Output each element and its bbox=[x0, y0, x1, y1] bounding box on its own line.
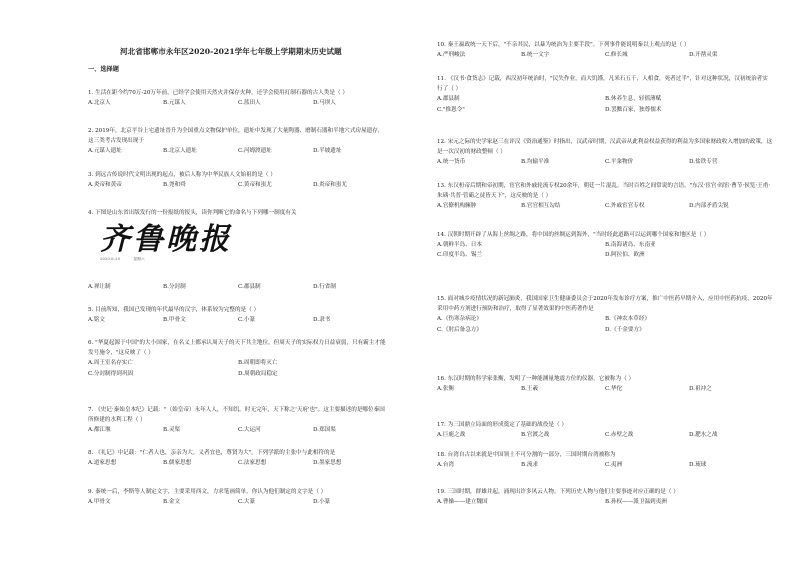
question-item bbox=[88, 405, 388, 436]
answer-option: C.赤壁之战 bbox=[605, 432, 634, 439]
question-stem: 1. 生活在距今约70万-20万年前，已经学会使用天然火并保存火种，还学会使用打制石器的古人类是（ ） bbox=[88, 90, 348, 96]
question-item bbox=[437, 181, 773, 212]
answer-option: A.元谋人遗址 bbox=[88, 148, 122, 155]
answer-options bbox=[437, 94, 773, 114]
newspaper-dateline bbox=[100, 257, 250, 262]
answer-options bbox=[88, 497, 388, 507]
question-item bbox=[437, 420, 773, 440]
answer-option: A.北京人 bbox=[88, 100, 111, 107]
answer-option: B.孙权——派卫温到夷洲 bbox=[605, 499, 667, 506]
answer-option: A.官僚机构臃肿 bbox=[437, 203, 477, 210]
answer-option: B.统一文字 bbox=[521, 52, 550, 59]
newspaper-date: 2020.6.20 bbox=[100, 257, 121, 261]
answer-option: D.淝水之战 bbox=[689, 432, 718, 439]
answer-option: C.外戚宦官专权 bbox=[605, 203, 645, 210]
question-item bbox=[437, 74, 773, 115]
answer-option: C.小篆 bbox=[238, 317, 256, 324]
question-item bbox=[88, 208, 388, 218]
answer-option: A.曹操——建立魏国 bbox=[437, 499, 488, 506]
answer-option: D.行省制 bbox=[313, 284, 336, 290]
answer-option: C.修长城 bbox=[605, 52, 628, 59]
answer-option: B.南海诸岛、东南亚 bbox=[605, 242, 656, 249]
answer-option: A.铭文 bbox=[88, 317, 106, 324]
answer-option: D.开凿灵渠 bbox=[689, 52, 718, 59]
answer-option: B.元谋人 bbox=[163, 100, 186, 107]
answer-options bbox=[437, 314, 773, 334]
answer-options bbox=[88, 458, 388, 468]
answer-option: A.周王室名存实亡 bbox=[88, 360, 133, 367]
question-item bbox=[437, 294, 773, 335]
question-item bbox=[437, 40, 773, 60]
question-item bbox=[437, 487, 773, 507]
answer-option: D.琉球 bbox=[689, 462, 707, 469]
answer-option: B.流求 bbox=[521, 462, 539, 469]
question-stem: 14. 汉朝时期开辟了从海上丝绸之路，将中国的丝绸运到海外，"当时经此道路可以运到哪个国家和地区是（ ） bbox=[437, 232, 710, 238]
question-stem: 3. 到远古传说时代文明出现的起点，被后人称为中华民族人文始祖的是（ ） bbox=[88, 172, 276, 178]
answer-option: D.罢黜百家，独尊儒术 bbox=[605, 106, 662, 113]
answer-option: A.严刑峻法 bbox=[437, 52, 466, 59]
answer-option: A.统一货币 bbox=[437, 159, 466, 166]
answer-option: B.儒家思想 bbox=[163, 460, 192, 467]
answer-options bbox=[437, 240, 773, 260]
answer-options bbox=[88, 358, 388, 378]
answer-options bbox=[437, 497, 773, 507]
question-item bbox=[88, 338, 388, 379]
question-stem: 18. 台湾自古以来就是中国领土不可分割的一部分，三国时期台湾被称为 bbox=[437, 452, 616, 458]
answer-option: D.炎帝和蚩尤 bbox=[313, 182, 348, 189]
question-item bbox=[437, 374, 773, 394]
newspaper-weekday: 星期六 bbox=[133, 257, 145, 261]
answer-option: B.王羲 bbox=[521, 386, 539, 393]
answer-options bbox=[437, 460, 773, 470]
answer-option: B.尧和舜 bbox=[163, 182, 186, 189]
question-stem: 6. "华夏起源于中国"的大小国家，在名义上都承认周天子的天下共主地位，但周天子的实际权力日益衰弱，只有霸主才能发号施令，"这反映了（ ） bbox=[88, 340, 386, 357]
answer-option: C.《肘后备急方》 bbox=[437, 326, 483, 333]
question-stem: 10. 秦王嬴政统一天下后，"不亲其民，以暴为统治为主要手段"。下列事件能说明秦以上观点的是（ ） bbox=[437, 42, 690, 48]
answer-option: B.官官相互勾结 bbox=[521, 203, 561, 210]
question-stem: 5. 目前所知，我国已发现的年代最早的汉字，体系较为完整的是（ ） bbox=[88, 307, 260, 313]
question-item bbox=[88, 126, 388, 157]
answer-option: A.炎帝和黄帝 bbox=[88, 182, 122, 189]
answer-option: B.甲骨文 bbox=[163, 317, 186, 324]
answer-options bbox=[88, 282, 388, 292]
answer-option: A.禅让制 bbox=[88, 284, 111, 290]
answer-options bbox=[437, 430, 773, 440]
question-item bbox=[88, 487, 388, 507]
question-stem: 9. 秦统一后，李斯等人制定文字，主要采用西文，力求笔画简单，你认为他们制定的文字是（ ） bbox=[88, 489, 327, 495]
answer-options bbox=[88, 425, 388, 435]
question-item bbox=[88, 305, 388, 325]
answer-option: D.半坡遗址 bbox=[313, 148, 342, 155]
question-stem: 19. 三国时期，群雄并起，涌现出许多风云人物。下列历史人物与他们主要事迹对应正确的是（ ） bbox=[437, 489, 679, 495]
answer-option: C.平籴物价 bbox=[605, 159, 634, 166]
question-stem: 16. 东汉时期的科学家张衡，发明了一种能测量地震方位的仪器，它被称为（ ） bbox=[437, 376, 635, 382]
answer-option: A.张衡 bbox=[437, 386, 455, 393]
answer-options bbox=[437, 50, 773, 60]
answer-option: A.郡县制 bbox=[437, 96, 460, 103]
question-item bbox=[88, 170, 388, 190]
question-stem: 13. 东汉桓帝后期和帝初期，宦官和外戚轮流专权20余年，朝廷一片混乱。当时百姓之间常说的言语，"东汉·宦官·阎宦·曹节·侯览·王甫·朱瑀·共普·管霸之徒皆天下"，这反映的是（ ） bbox=[437, 183, 771, 200]
answer-option: D.阿拉伯、欧洲 bbox=[605, 252, 645, 259]
newspaper-masthead-image bbox=[100, 222, 250, 265]
question-item bbox=[437, 137, 773, 168]
answer-option: B.金文 bbox=[163, 499, 181, 506]
answer-options bbox=[437, 384, 773, 394]
answer-options bbox=[88, 146, 388, 156]
question-item bbox=[437, 450, 773, 470]
answer-options bbox=[437, 157, 773, 167]
question-stem: 4. 下图是山东省出版发行的一份报纸的报头，读你判断它的命名与下列哪一制度有关 bbox=[88, 210, 297, 216]
question-stem: 15. 面对城乡疫情状况的新冠肺炎，我国国家卫生健康委员会于2020年发布诊疗方案，推广中医药早期介入，应用中医药抗疫，2020年采用中药方剂进行预防和治疗，取得了显著效果的中医药著作是 bbox=[437, 296, 773, 313]
answer-option: C."推恩令" bbox=[437, 106, 465, 113]
answer-option: D.周朝政局稳定 bbox=[238, 370, 278, 377]
answer-options bbox=[437, 201, 773, 211]
newspaper-logo: 齐鲁晚报 bbox=[100, 222, 232, 257]
answer-option: A.台湾 bbox=[437, 462, 455, 469]
answer-option: C.分封制得到巩固 bbox=[88, 370, 134, 377]
answer-option: A.《伤寒杂病论》 bbox=[437, 316, 482, 323]
answer-option: C.华佗 bbox=[605, 386, 623, 393]
answer-option: D.郑国渠 bbox=[313, 427, 336, 434]
question-stem: 12. 宋元之际的史学家赵三在评汉《资治通鉴》时指出，汉武帝时期，汉武帝从此利益权益获得的利益为多国家财政收入增加的政策，这是一次汉初的财政整顿（ ） bbox=[437, 139, 773, 156]
answer-option: B.均输平准 bbox=[521, 159, 550, 166]
section-heading: 一、选择题 bbox=[88, 66, 119, 73]
answer-option: C.夷洲 bbox=[605, 462, 623, 469]
question-stem: 17. 为三国鼎立局面的形成奠定了基础的战役是（ ） bbox=[437, 422, 567, 428]
answer-option: C.法家思想 bbox=[238, 460, 267, 467]
question-item bbox=[88, 448, 388, 468]
answer-option: D.小篆 bbox=[313, 499, 331, 506]
answer-option: C.黄帝和蚩尤 bbox=[238, 182, 272, 189]
answer-option: C.大运河 bbox=[238, 427, 261, 434]
answer-option: B.北京人遗址 bbox=[163, 148, 197, 155]
question-item bbox=[437, 230, 773, 261]
answer-option: D.墨家思想 bbox=[313, 460, 342, 467]
answer-option: C.郡县制 bbox=[238, 284, 261, 290]
answer-option: B.《神农本草经》 bbox=[605, 316, 651, 323]
answer-option: C.印度半岛、锡兰 bbox=[437, 252, 483, 259]
question-item bbox=[88, 88, 388, 108]
answer-option: D.《千金要方》 bbox=[605, 326, 645, 333]
answer-option: D.盐铁专营 bbox=[689, 159, 718, 166]
answer-option: C.蓝田人 bbox=[238, 100, 261, 107]
question-stem: 7. 《史记·秦始皇本纪》记载："（始皇帝）永年人人，不知饥。时无完年，天下称之'天府'也"。这主要描述的是哪位秦国所修建的水利工程（ ） bbox=[88, 407, 385, 424]
answer-option: C.大篆 bbox=[238, 499, 256, 506]
question-stem: 11. 《汉书·食货志》记载，西汉初年统治时，"民失作业，而大饥馑，凡米石五千，人相食，死者过半"，针对这种状况，汉初统治者实行了（ ） bbox=[437, 76, 768, 93]
answer-option: B.周朝即将灭亡 bbox=[238, 360, 278, 367]
question-stem: 2. 2019年，北京平谷上宅遗址晋升为全国重点文物保护单位，遗址中发现了大量陶器、磨制石器和半地穴式房屋遗存，这三类考古发现出现于 bbox=[88, 128, 384, 145]
answer-option: D.隶书 bbox=[313, 317, 331, 324]
answer-option: A.朝鲜半岛、日本 bbox=[437, 242, 482, 249]
answer-options bbox=[88, 180, 388, 190]
question-item bbox=[88, 282, 388, 292]
answer-option: C.河姆渡遗址 bbox=[238, 148, 272, 155]
answer-option: D.马坝人 bbox=[313, 100, 336, 107]
page-title: 河北省邯郸市永年区2020-2021学年七年级上学期期末历史试题 bbox=[120, 47, 342, 56]
answer-option: D.祖冲之 bbox=[689, 386, 712, 393]
answer-option: A.都江堰 bbox=[88, 427, 111, 434]
answer-option: A.道家思想 bbox=[88, 460, 117, 467]
answer-option: A.甲骨文 bbox=[88, 499, 111, 506]
answer-option: D.内部矛盾尖锐 bbox=[689, 203, 729, 210]
answer-option: B.分封制 bbox=[163, 284, 186, 290]
answer-options bbox=[88, 98, 388, 108]
question-stem: 8. 《礼记》中记载："仁者人也，亲亲为大。义者宜也，尊贤为大"。下列学派的主张中与此相符的是 bbox=[88, 450, 336, 456]
answer-option: B.灵渠 bbox=[163, 427, 181, 434]
answer-option: B.休养生息，轻徭薄赋 bbox=[605, 96, 662, 103]
answer-options bbox=[88, 315, 388, 325]
answer-option: A.巨鹿之战 bbox=[437, 432, 466, 439]
answer-option: B.官渡之战 bbox=[521, 432, 550, 439]
